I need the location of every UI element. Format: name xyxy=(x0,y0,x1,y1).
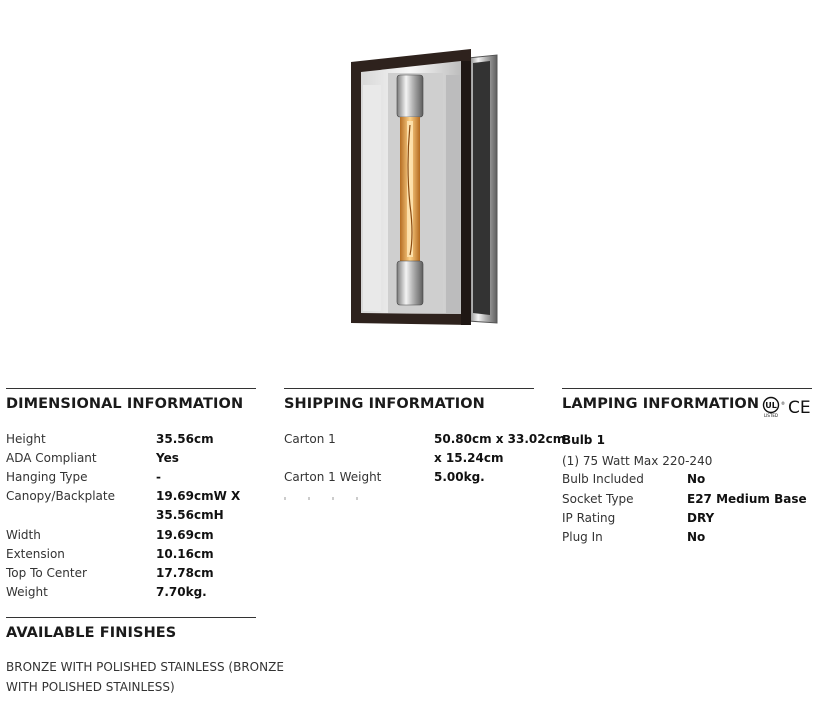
spec-label: Socket Type xyxy=(562,492,634,506)
svg-text:®: ® xyxy=(781,401,785,406)
faint-marks xyxy=(284,497,364,500)
spec-label: Carton 1 Weight xyxy=(284,470,382,484)
section-divider xyxy=(284,388,534,389)
spec-label: Hanging Type xyxy=(6,470,88,484)
spec-value: Yes xyxy=(156,451,179,465)
spec-label: Extension xyxy=(6,547,65,561)
spec-label: Carton 1 xyxy=(284,432,336,446)
spec-label: IP Rating xyxy=(562,511,616,525)
spec-value: 19.69cmW X xyxy=(156,489,241,503)
finishes-heading: AVAILABLE FINISHES xyxy=(6,625,177,641)
lamping-heading: LAMPING INFORMATION xyxy=(562,396,760,412)
dimensional-section xyxy=(6,388,256,416)
spec-label: Height xyxy=(6,432,46,446)
spec-label: Canopy/Backplate xyxy=(6,489,115,503)
spec-value-continued: x 15.24cm xyxy=(434,451,504,465)
spec-value: - xyxy=(156,470,161,484)
spec-value: No xyxy=(687,472,706,486)
bulb-title: Bulb 1 xyxy=(562,433,605,447)
spec-value: 5.00kg. xyxy=(434,470,485,484)
spec-value: 19.69cm xyxy=(156,528,214,542)
spec-label: Bulb Included xyxy=(562,472,644,486)
svg-text:UL: UL xyxy=(765,401,777,410)
product-image xyxy=(340,45,510,335)
section-divider xyxy=(6,617,256,618)
finishes-text: BRONZE WITH POLISHED STAINLESS (BRONZE WITH POLISHED STAINLESS) xyxy=(6,660,284,694)
bulb-description: (1) 75 Watt Max 220-240 xyxy=(562,454,713,468)
finishes-section xyxy=(6,617,256,645)
wall-sconce-illustration xyxy=(340,45,510,335)
spec-label: Plug In xyxy=(562,530,603,544)
section-divider xyxy=(6,388,256,389)
dimensional-heading: DIMENSIONAL INFORMATION xyxy=(6,396,244,412)
spec-value: 17.78cm xyxy=(156,566,214,580)
ul-listed-icon xyxy=(764,398,786,419)
spec-label: ADA Compliant xyxy=(6,451,97,465)
spec-label: Top To Center xyxy=(6,566,87,580)
spec-value: 35.56cm xyxy=(156,432,214,446)
spec-label: Width xyxy=(6,528,41,542)
spec-value-continued: 35.56cmH xyxy=(156,508,224,522)
spec-value: 50.80cm x 33.02cm xyxy=(434,432,566,446)
spec-value: No xyxy=(687,530,706,544)
svg-text:LISTED: LISTED xyxy=(764,413,778,418)
ce-mark-icon: CE xyxy=(788,398,811,418)
shipping-heading: SHIPPING INFORMATION xyxy=(284,396,485,412)
certification-marks xyxy=(762,396,818,422)
shipping-section xyxy=(284,388,534,416)
spec-label: Weight xyxy=(6,585,48,599)
spec-value: E27 Medium Base xyxy=(687,492,807,506)
section-divider xyxy=(562,388,812,389)
spec-value: 10.16cm xyxy=(156,547,214,561)
spec-value: 7.70kg. xyxy=(156,585,207,599)
spec-value: DRY xyxy=(687,511,715,525)
